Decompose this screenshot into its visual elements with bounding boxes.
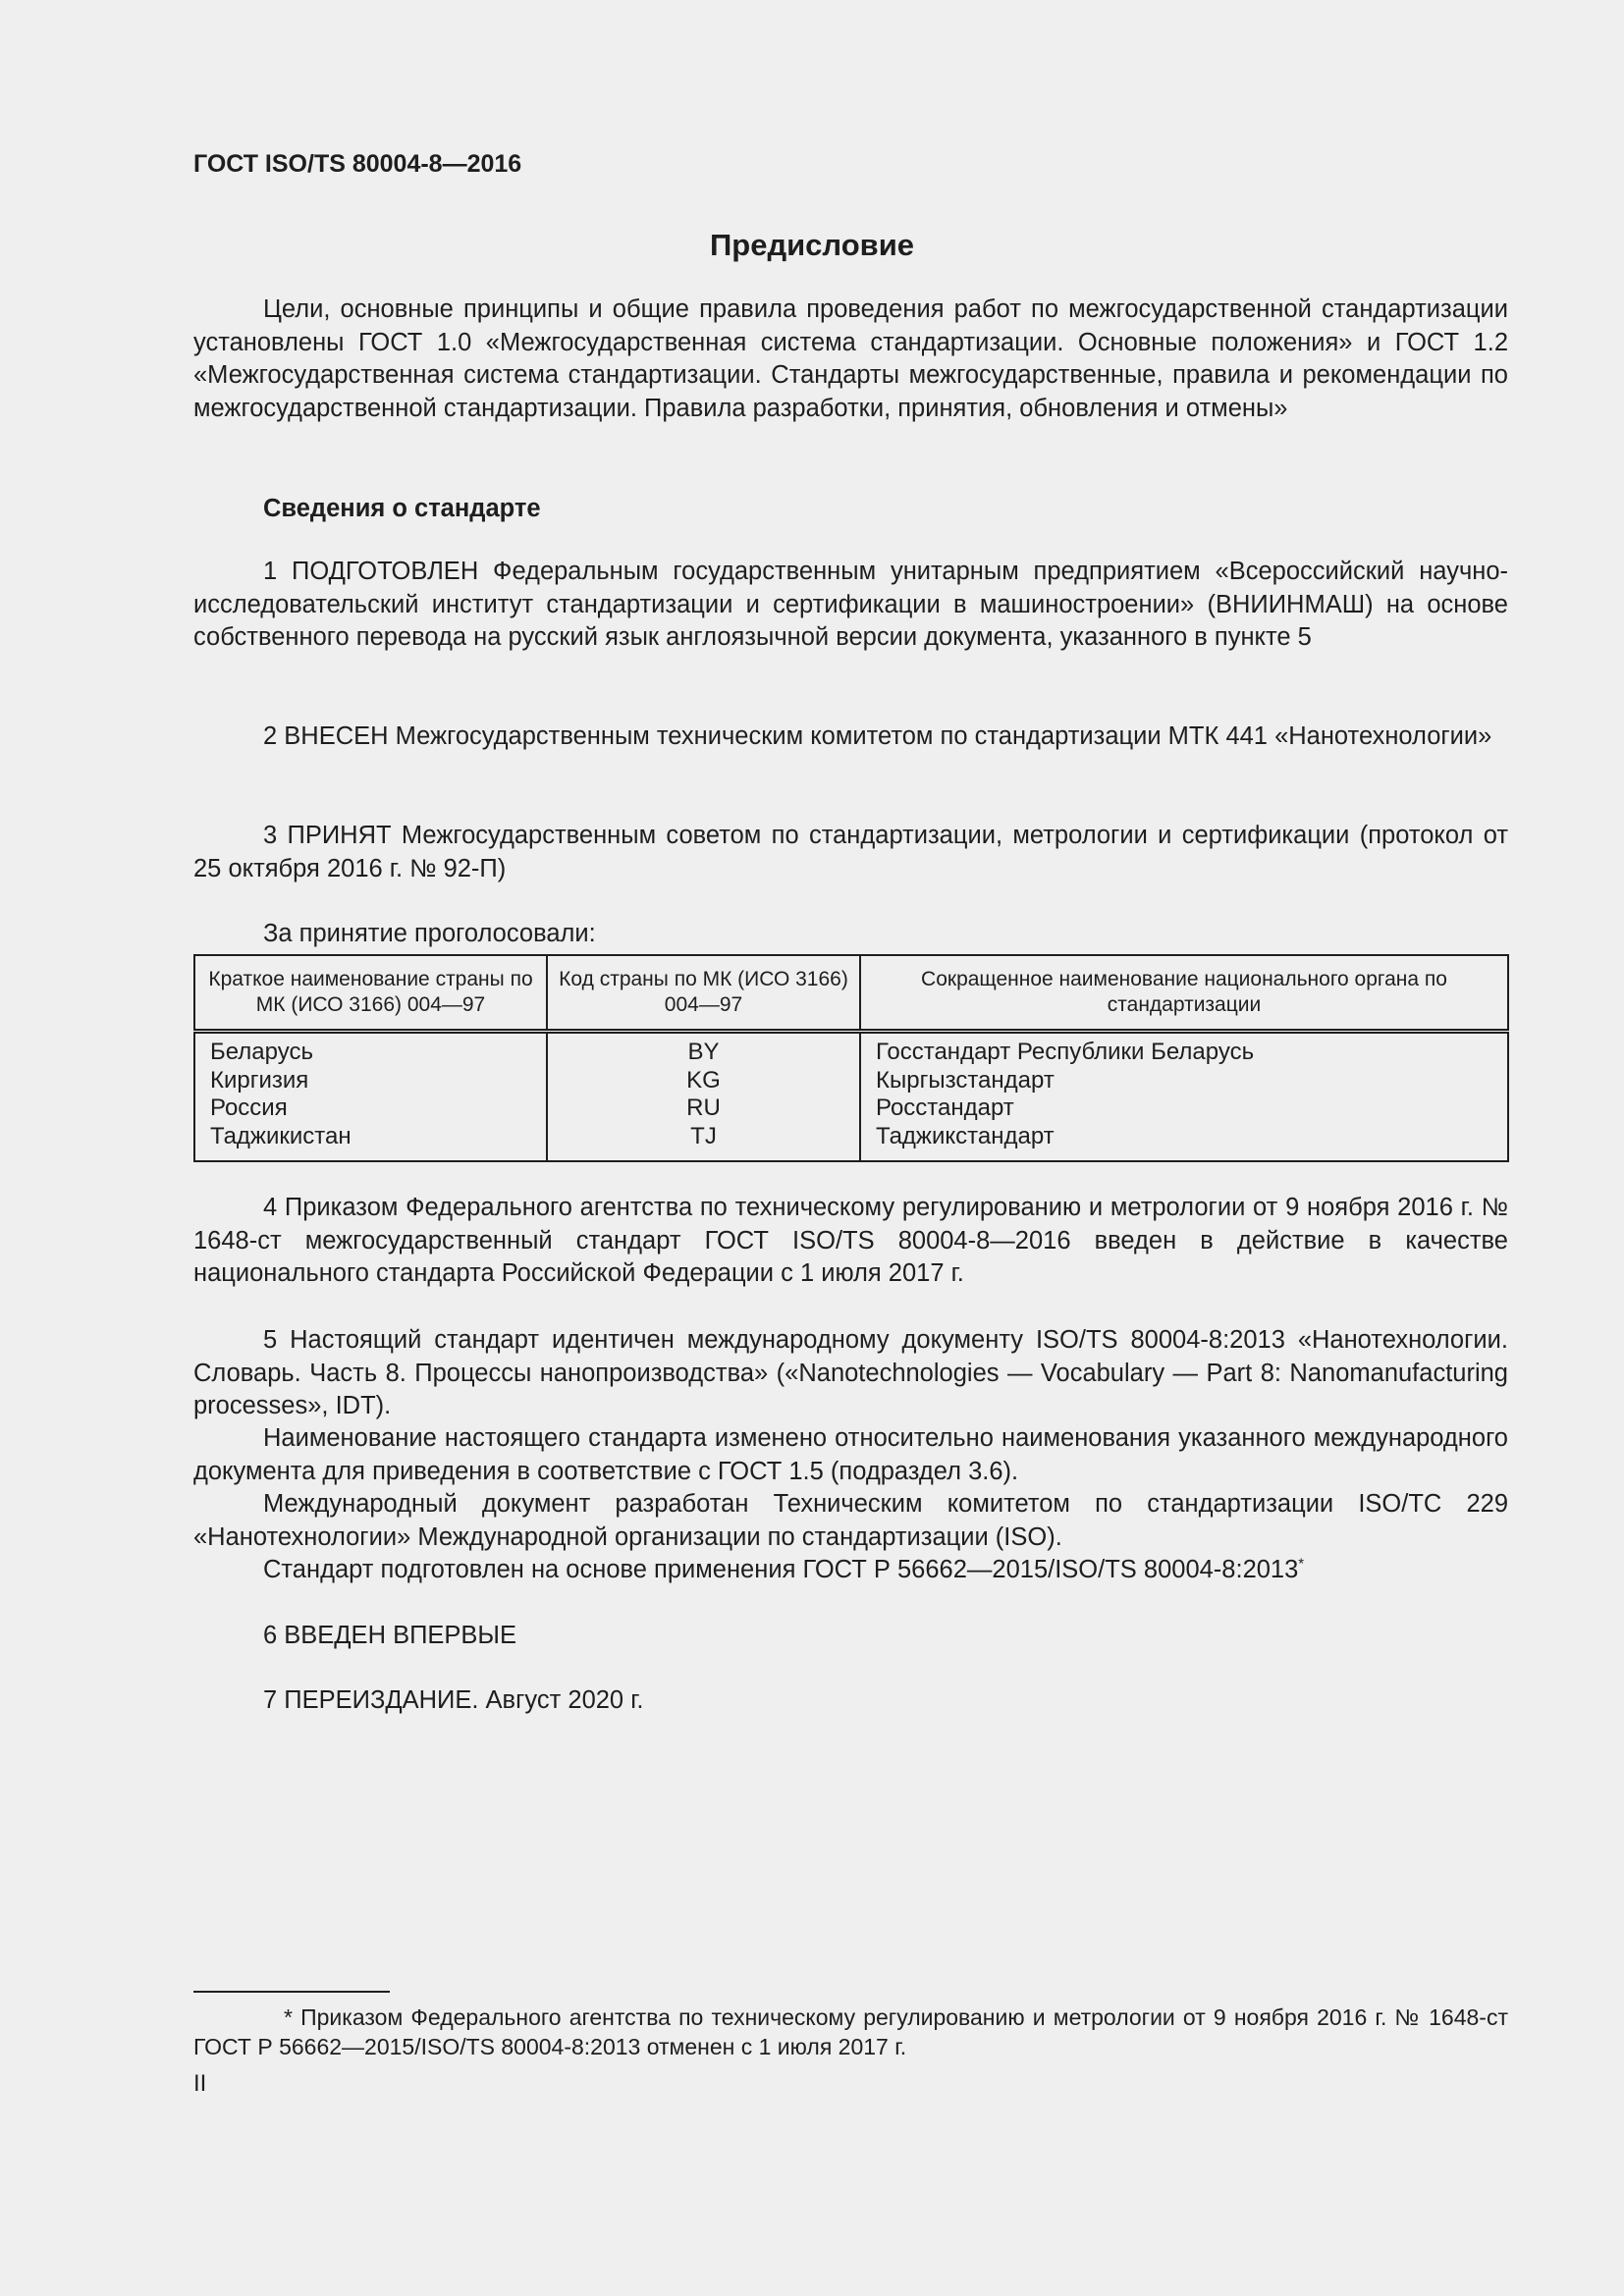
code-column — [547, 1032, 860, 1162]
code-cell: BY — [687, 1039, 720, 1065]
code-cell: KG — [686, 1066, 721, 1094]
item-6-paragraph: 6 ВВЕДЕН ВПЕРВЫЕ — [263, 1622, 517, 1649]
footnote: * Приказом Федерального агентства по техническому регулированию и метрологии от 9 ноября 2016 г. № 1648-ст ГОСТ Р 56662—2015/ISO/TS 80004-8:2013 отменен с 1 июля 2017 г. — [193, 2004, 1508, 2059]
item-5-paragraph-3: Международный документ разработан Техническим комитетом по стандартизации ISO/TC 229 «Нанотехнологии» Международной организации по стандартизации (ISO). — [193, 1490, 1508, 1551]
item-1-paragraph: 1 ПОДГОТОВЛЕН Федеральным государственным унитарным предприятием «Всероссийский научно-исследовательский институт стандартизации и сертификации в машиностроении» (ВНИИНМАШ) на основе собственного перевода на русский язык англоязычной версии документа, указанного в пункте 5 — [193, 558, 1508, 651]
voted-label: За принятие проголосовали: — [263, 920, 596, 947]
document-header: ГОСТ ISO/TS 80004-8—2016 — [193, 150, 522, 178]
page-title: Предисловие — [709, 228, 914, 262]
body-cell: Госстандарт Республики Беларусь — [876, 1039, 1255, 1065]
voting-table — [193, 954, 1509, 1162]
body-cell: Таджикстандарт — [876, 1122, 1055, 1149]
item-3-paragraph: 3 ПРИНЯТ Межгосударственным советом по стандартизации, метрологии и сертификации (протокол от 25 октября 2016 г. № 92-П) — [193, 822, 1508, 882]
body-cell: Кыргызстандарт — [876, 1066, 1055, 1094]
header-code: Код страны по МК (ИСО 3166) 004—97 — [547, 955, 860, 1032]
code-cell: TJ — [690, 1122, 717, 1149]
item-2-paragraph: 2 ВНЕСЕН Межгосударственным техническим комитетом по стандартизации МТК 441 «Нанотехнологии» — [263, 722, 1492, 750]
country-column — [194, 1032, 547, 1162]
item-4-paragraph: 4 Приказом Федерального агентства по техническому регулированию и метрологии от 9 ноября 2016 г. № 1648-ст межгосударственный стандарт ГОСТ ISO/TS 80004-8—2016 введен в действие в качестве национального стандарта Российской Федерации с 1 июля 2017 г. — [193, 1194, 1508, 1287]
header-country: Краткое наименование страны по МК (ИСО 3166) 004—97 — [194, 955, 547, 1032]
item-5-paragraph-4-text: Стандарт подготовлен на основе применения ГОСТ Р 56662—2015/ISO/TS 80004-8:2013 — [263, 1556, 1299, 1583]
item-5-paragraph-2: Наименование настоящего стандарта изменено относительно наименования указанного международного документа для приведения в соответствие с ГОСТ 1.5 (подраздел 3.6). — [193, 1424, 1508, 1485]
body-cell: Росстандарт — [876, 1095, 1014, 1121]
country-cell: Россия — [210, 1095, 288, 1121]
country-cell: Киргизия — [210, 1066, 309, 1094]
body-column — [860, 1032, 1508, 1162]
item-5-paragraph-4 — [193, 1554, 1508, 1587]
footnote-divider — [193, 1991, 390, 1993]
section-heading: Сведения о стандарте — [263, 495, 541, 522]
country-cell: Таджикистан — [210, 1122, 352, 1149]
page-number: II — [193, 2070, 207, 2097]
code-cell: RU — [686, 1095, 721, 1121]
country-cell: Беларусь — [210, 1039, 313, 1065]
footnote-marker: * — [1298, 1555, 1305, 1573]
table-header-row — [194, 955, 1508, 1032]
item-5-paragraph: 5 Настоящий стандарт идентичен международному документу ISO/TS 80004-8:2013 «Нанотехнологии. Словарь. Часть 8. Процессы нанопроизводства» («Nanotechnologies — Vocabulary — Part 8: Nanomanufacturing processes», IDT). — [193, 1326, 1508, 1419]
intro-paragraph: Цели, основные принципы и общие правила проведения работ по межгосударственной стандартизации установлены ГОСТ 1.0 «Межгосударственная система стандартизации. Основные положения» и ГОСТ 1.2 «Межгосударственная система стандартизации. Стандарты межгосударственные, правила и рекомендации по межгосударственной стандартизации. Правила разработки, принятия, обновления и отмены» — [193, 295, 1508, 422]
table-row — [194, 1032, 1508, 1162]
header-body: Сокращенное наименование национального органа по стандартизации — [860, 955, 1508, 1032]
item-7-paragraph: 7 ПЕРЕИЗДАНИЕ. Август 2020 г. — [263, 1686, 644, 1714]
